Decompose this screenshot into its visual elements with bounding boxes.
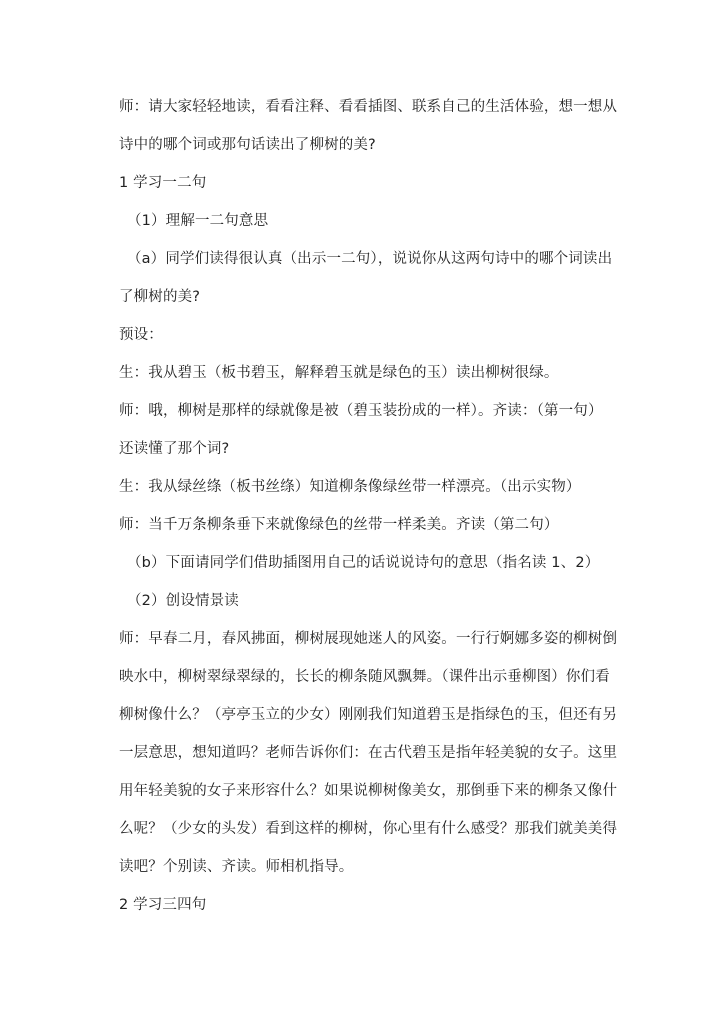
subsection-heading: （2）创设情景读 bbox=[127, 593, 239, 609]
paragraph-line: 师：请大家轻轻地读，看看注释、看看插图、联系自己的生活体验，想一想从 bbox=[119, 99, 618, 115]
paragraph-line: （b）下面请同学们借助插图用自己的话说说诗句的意思（指名读 1、2） bbox=[127, 555, 600, 571]
paragraph-line: 读吧？个别读、齐读。师相机指导。 bbox=[119, 859, 354, 875]
paragraph-line: 生：我从碧玉（板书碧玉，解释碧玉就是绿色的玉）读出柳树很绿。 bbox=[119, 365, 559, 381]
section-heading: 2 学习三四句 bbox=[119, 897, 207, 913]
paragraph-line: 师：早春二月，春风拂面，柳树展现她迷人的风姿。一行行婀娜多姿的柳树倒 bbox=[119, 631, 618, 647]
paragraph-line: 诗中的哪个词或那句话读出了柳树的美? bbox=[119, 137, 376, 153]
paragraph-line: 么呢？（少女的头发）看到这样的柳树，你心里有什么感受？那我们就美美得 bbox=[119, 821, 618, 837]
paragraph-line: 生：我从绿丝绦（板书丝绦）知道柳条像绿丝带一样漂亮。（出示实物） bbox=[119, 479, 581, 495]
paragraph-line: 一层意思，想知道吗？老师告诉你们：在古代碧玉是指年轻美貌的女子。这里 bbox=[119, 745, 618, 761]
subsection-heading: （1）理解一二句意思 bbox=[127, 213, 269, 229]
paragraph-line: 了柳树的美? bbox=[119, 289, 201, 305]
paragraph-line: 预设： bbox=[119, 327, 163, 343]
paragraph-line: 柳树像什么？（亭亭玉立的少女）刚刚我们知道碧玉是指绿色的玉，但还有另 bbox=[119, 707, 618, 723]
paragraph-line: 还读懂了那个词? bbox=[119, 441, 230, 457]
paragraph-line: 映水中，柳树翠绿翠绿的，长长的柳条随风飘舞。（课件出示垂柳图）你们看 bbox=[119, 669, 610, 685]
paragraph-line: 用年轻美貌的女子来形容什么？如果说柳树像美女，那倒垂下来的柳条又像什 bbox=[119, 783, 618, 799]
paragraph-line: 师：哦，柳树是那样的绿就像是被（碧玉装扮成的一样）。齐读：（第一句） bbox=[119, 403, 603, 419]
section-heading: 1 学习一二句 bbox=[119, 175, 207, 191]
paragraph-line: （a）同学们读得很认真（出示一二句），说说你从这两句诗中的哪个词读出 bbox=[127, 251, 613, 267]
paragraph-line: 师：当千万条柳条垂下来就像绿色的丝带一样柔美。齐读（第二句） bbox=[119, 517, 559, 533]
